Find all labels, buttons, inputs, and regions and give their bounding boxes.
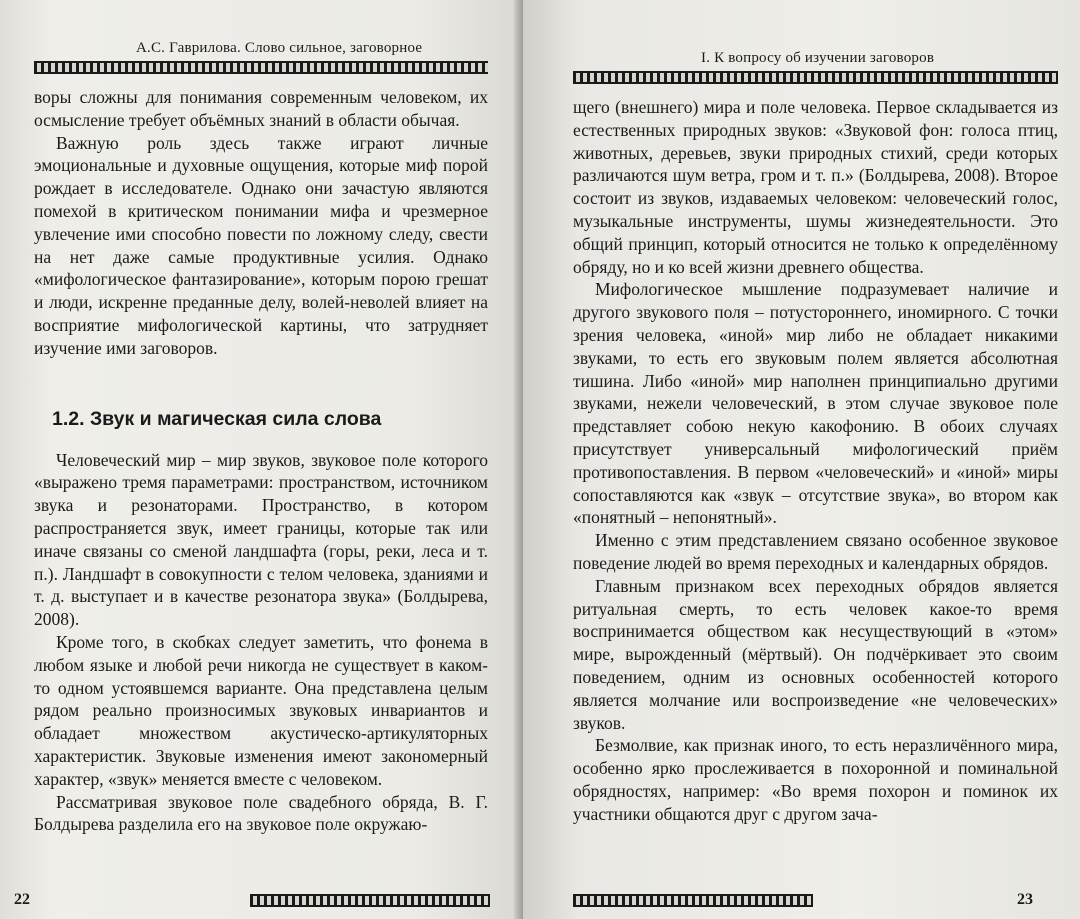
paragraph: Человеческий мир – мир звуков, звуковое поле которого «выражено тремя параметрами: пространством, источником звука и резонаторами. Пространство, в котором распространяется звук, имеет границы, которые так или иначе связаны со сменой ландшафта (горы, реки, леса и т. п.). Ландшафт в совокупности с телом человека, зданиями и т. д. выступает и в качестве резонатора звука» (Болдырева, 2008). (34, 449, 488, 630)
ornament-divider-bottom-left (250, 894, 490, 907)
footer-right (573, 891, 1058, 909)
paragraph: Мифологическое мышление подразумевает наличие и другого звукового поля – потустороннего, иномирного. С точки зрения человека, «иной» мир либо не обладает никакими звуками, то есть его звуковым полем является абсолютная тишина. Либо «иной» мир наполнен принципиально другими звуками, нежели человеческий, в этом случае звуковое поле представляет собою некую какофонию. В обоих случаях присутствует универсальный мифологический приём противопоставления. В первом «человеческий» и «иной» миры сопоставляются как «звук – отсутствие звука», во втором как «понятный – непонятный». (573, 279, 1058, 528)
left-page (0, 0, 522, 919)
page-number-left: 22 (14, 891, 30, 908)
right-body-text (573, 96, 1058, 826)
paragraph: Важную роль здесь также играют личные эмоциональные и духовные ощущения, которые миф порой рождает в исследователе. Однако они зачастую являются помехой в критическом понимании мифа и чрезмерное увлечение ими способно повести по ложному следу, свести на нет даже самые продуктивные усилия. Однако «мифологическое фантазирование», которым порою грешат и люди, искренне преданные делу, волей-неволей влияет на восприятие мифологической картины, что затрудняет изучение ими заговоров. (34, 132, 488, 358)
paragraph: Рассматривая звуковое поле свадебного обряда, В. Г. Болдырева разделила его на звуковое поле окружаю- (34, 791, 488, 835)
right-page (523, 0, 1080, 919)
paragraph: Кроме того, в скобках следует заметить, что фонема в любом языке и любой речи никогда не существует в каком-то одном устоявшемся варианте. Она представлена целым рядом реально произносимых звуковых инвариантов и обладает множеством акустическо-артикуляторных характеристик. Звуковые изменения имеют закономерный характер, «звук» меняется вместе с человеком. (34, 631, 488, 789)
ornament-divider-bottom-right (573, 894, 813, 907)
ornament-divider-top-left (34, 61, 488, 74)
paragraph: Именно с этим представлением связано особенное звуковое поведение людей во время переходных и календарных обрядов. (573, 530, 1058, 573)
running-header-right: I. К вопросу об изучении заговоров (701, 50, 935, 66)
page-number-right: 23 (1017, 891, 1033, 908)
running-header-left: А.С. Гаврилова. Слово сильное, заговорное (136, 40, 423, 56)
paragraph: воры сложны для понимания современным человеком, их осмысление требует объёмных знаний в области обычая. (34, 87, 488, 130)
footer-left (14, 891, 482, 909)
ornament-divider-top-right (573, 71, 1058, 84)
paragraph: Безмолвие, как признак иного, то есть неразличённого мира, особенно ярко прослеживается в похоронной и поминальной обрядностях, например: «Во время похорон и поминок их участники общаются друг с другом зача- (573, 735, 1058, 824)
section-title: 1.2. Звук и магическая сила слова (52, 407, 382, 430)
paragraph: щего (внешнего) мира и поле человека. Первое складывается из естественных природных звуков: «Звуковой фон: голоса птиц, животных, деревьев, звуки природных стихий, среди которых различаются шум ветра, гром и т. п.» (Болдырева, 2008). Второе состоит из звуков, издаваемых человеком: человеческий голос, музыкальные инструменты, шумы жизнедеятельности. Это общий принцип, который относится не только к определённому обряду, но и ко всей жизни древнего общества. (573, 97, 1058, 277)
paragraph: Главным признаком всех переходных обрядов является ритуальная смерть, то есть человек какое-то время воспринимается обществом как несуществующий в «этом» мире, вырожденный (мёртвый). Он подчёркивает это своим поведением, одним из основных особенностей которого является молчание или воспроизведение «не человеческих» звуков. (573, 575, 1058, 733)
left-body-text (34, 86, 488, 836)
